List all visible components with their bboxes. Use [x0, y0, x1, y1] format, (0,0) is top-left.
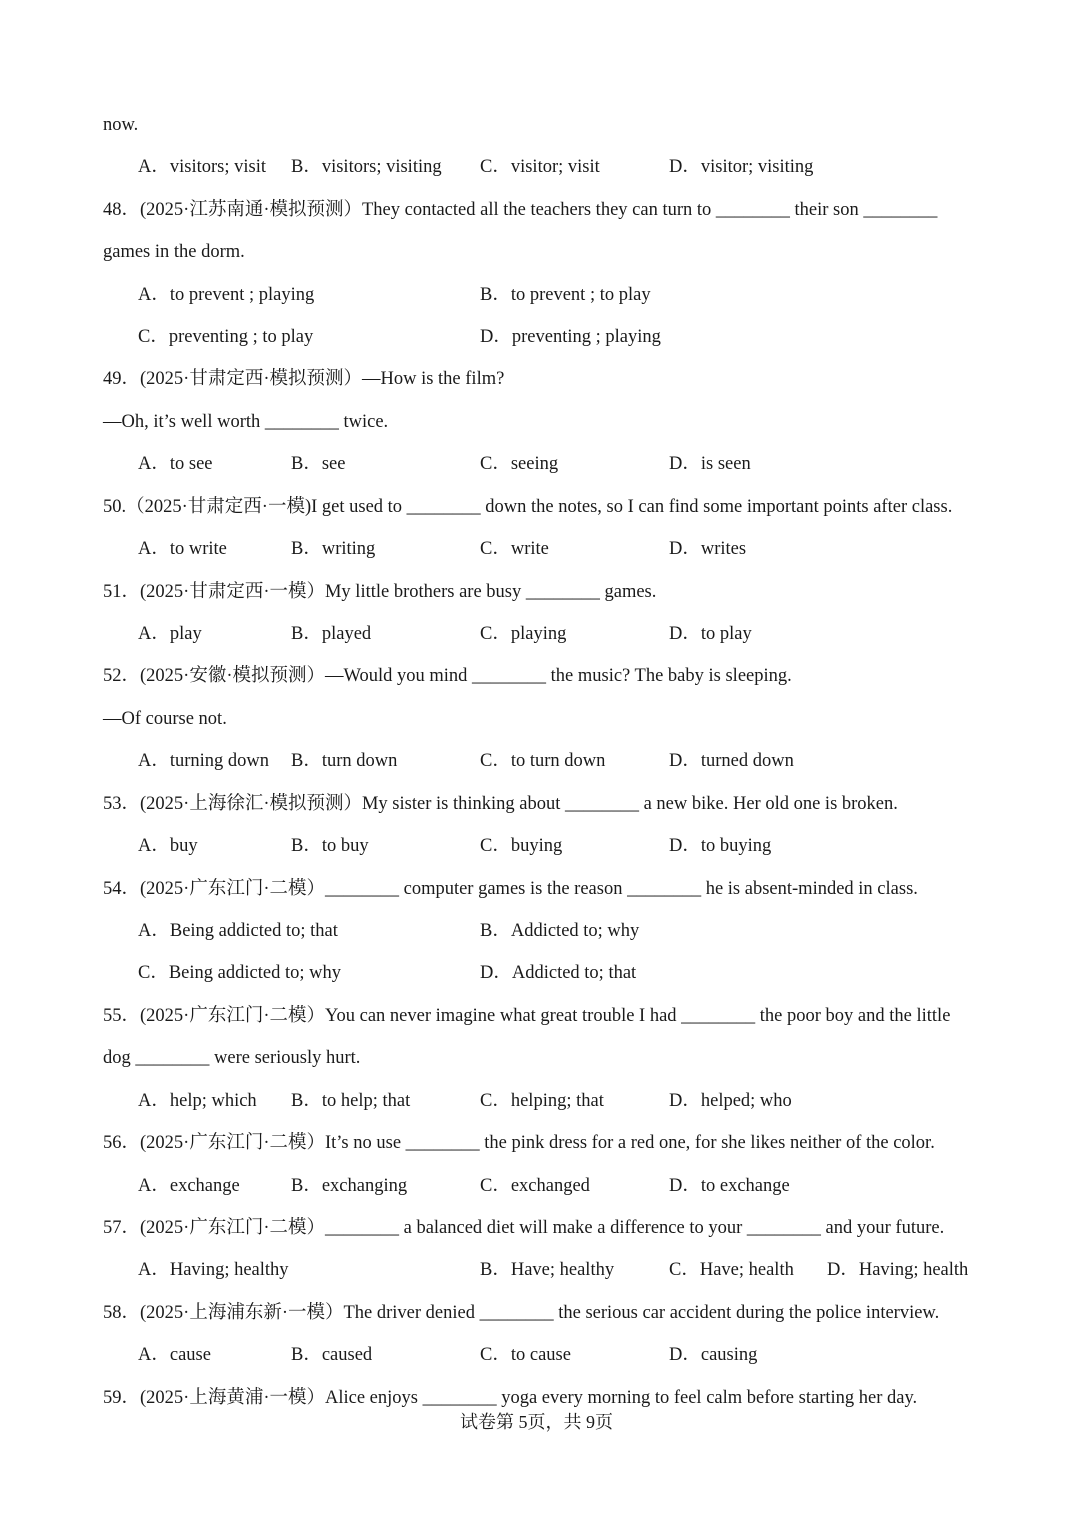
- text-line: [0, 1043, 1080, 1073]
- answer-option: C．Have; health: [669, 1260, 794, 1280]
- question-text: 51．(2025·甘肃定西·一模）My little brothers are busy ________ games.: [103, 582, 657, 602]
- answer-option: C．preventing ; to play: [138, 327, 314, 347]
- question-text: —Of course not.: [103, 709, 227, 729]
- text-line: [0, 280, 1080, 310]
- answer-option: C．write: [480, 539, 549, 559]
- answer-option: A．play: [138, 624, 202, 644]
- text-line: [0, 152, 1080, 182]
- answer-option: D．to play: [669, 624, 752, 644]
- question-text: 56．(2025·广东江门·二模）It’s no use ________ the pink dress for a red one, for she likes neither of the color.: [103, 1133, 935, 1153]
- question-text: now.: [103, 115, 139, 135]
- question-text: dog ________ were seriously hurt.: [103, 1048, 361, 1068]
- text-line: [0, 619, 1080, 649]
- question-text: 49．(2025·甘肃定西·模拟预测）—How is the film?: [103, 369, 505, 389]
- text-line: [0, 1086, 1080, 1116]
- answer-option: A．help; which: [138, 1091, 257, 1111]
- text-line: [0, 1340, 1080, 1370]
- answer-option: A．to see: [138, 454, 213, 474]
- text-line: [0, 789, 1080, 819]
- answer-option: C．buying: [480, 836, 563, 856]
- question-text: 52．(2025·安徽·模拟预测）—Would you mind ________ the music? The baby is sleeping.: [103, 666, 792, 686]
- text-line: [0, 195, 1080, 225]
- answer-option: C．visitor; visit: [480, 157, 600, 177]
- answer-option: D．is seen: [669, 454, 751, 474]
- answer-option: A．exchange: [138, 1176, 240, 1196]
- answer-option: D．causing: [669, 1345, 758, 1365]
- text-line: [0, 661, 1080, 691]
- answer-option: C．Being addicted to; why: [138, 963, 341, 983]
- page-number: 试卷第 5页，共 9页: [460, 1412, 613, 1432]
- answer-option: D．to exchange: [669, 1176, 790, 1196]
- text-line: [0, 1298, 1080, 1328]
- answer-option: A．buy: [138, 836, 198, 856]
- answer-option: D．Addicted to; that: [480, 963, 637, 983]
- question-text: 57．(2025·广东江门·二模）________ a balanced diet will make a difference to your ________ and your future.: [103, 1218, 945, 1238]
- question-text: 50.（2025·甘肃定西·一模)I get used to ________ down the notes, so I can find some important points after class.: [103, 497, 953, 517]
- text-line: [0, 364, 1080, 394]
- text-line: [0, 958, 1080, 988]
- answer-option: A．turning down: [138, 751, 270, 771]
- text-line: [0, 1255, 1080, 1285]
- answer-option: D．Having; health: [827, 1260, 969, 1280]
- question-text: 59．(2025·上海黄浦·一模）Alice enjoys ________ yoga every morning to feel calm before starting her day.: [103, 1388, 918, 1408]
- page-footer: [0, 1407, 1080, 1437]
- text-line: [0, 1213, 1080, 1243]
- answer-option: B．Have; healthy: [480, 1260, 615, 1280]
- answer-option: C．to turn down: [480, 751, 606, 771]
- text-line: [0, 449, 1080, 479]
- text-line: [0, 1001, 1080, 1031]
- text-line: [0, 534, 1080, 564]
- text-line: [0, 916, 1080, 946]
- question-text: 54．(2025·广东江门·二模）________ computer games is the reason ________ he is absent-minded in class.: [103, 879, 918, 899]
- answer-option: B．writing: [291, 539, 376, 559]
- answer-option: C．to cause: [480, 1345, 571, 1365]
- answer-option: A．Having; healthy: [138, 1260, 289, 1280]
- answer-option: B．exchanging: [291, 1176, 408, 1196]
- text-line: [0, 492, 1080, 522]
- text-line: [0, 322, 1080, 352]
- answer-option: A．cause: [138, 1345, 211, 1365]
- answer-option: B．visitors; visiting: [291, 157, 442, 177]
- answer-option: D．turned down: [669, 751, 794, 771]
- question-text: 55．(2025·广东江门·二模）You can never imagine what great trouble I had ________ the poor boy and the little: [103, 1006, 951, 1026]
- answer-option: D．to buying: [669, 836, 772, 856]
- answer-option: C．helping; that: [480, 1091, 604, 1111]
- text-line: [0, 831, 1080, 861]
- text-line: [0, 1171, 1080, 1201]
- question-text: 48．(2025·江苏南通·模拟预测）They contacted all the teachers they can turn to ________ their son ________: [103, 200, 938, 220]
- answer-option: A．Being addicted to; that: [138, 921, 338, 941]
- question-text: games in the dorm.: [103, 242, 245, 262]
- text-line: [0, 704, 1080, 734]
- answer-option: B．caused: [291, 1345, 373, 1365]
- question-text: 58．(2025·上海浦东新·一模）The driver denied ________ the serious car accident during the police interview.: [103, 1303, 940, 1323]
- text-line: [0, 110, 1080, 140]
- answer-option: A．to write: [138, 539, 227, 559]
- answer-option: C．exchanged: [480, 1176, 590, 1196]
- text-line: [0, 237, 1080, 267]
- question-text: —Oh, it’s well worth ________ twice.: [103, 412, 389, 432]
- answer-option: D．visitor; visiting: [669, 157, 814, 177]
- text-line: [0, 746, 1080, 776]
- answer-option: B．played: [291, 624, 372, 644]
- answer-option: B．to buy: [291, 836, 369, 856]
- text-line: [0, 407, 1080, 437]
- answer-option: B．turn down: [291, 751, 398, 771]
- text-line: [0, 577, 1080, 607]
- answer-option: B．see: [291, 454, 346, 474]
- answer-option: C．seeing: [480, 454, 559, 474]
- question-text: 53．(2025·上海徐汇·模拟预测）My sister is thinking about ________ a new bike. Her old one is broken.: [103, 794, 898, 814]
- answer-option: D．writes: [669, 539, 747, 559]
- text-line: [0, 1128, 1080, 1158]
- answer-option: D．preventing ; playing: [480, 327, 661, 347]
- answer-option: C．playing: [480, 624, 567, 644]
- answer-option: B．to help; that: [291, 1091, 411, 1111]
- answer-option: A．visitors; visit: [138, 157, 266, 177]
- text-line: [0, 874, 1080, 904]
- answer-option: A．to prevent ; playing: [138, 285, 315, 305]
- answer-option: D．helped; who: [669, 1091, 792, 1111]
- answer-option: B．to prevent ; to play: [480, 285, 651, 305]
- answer-option: B．Addicted to; why: [480, 921, 640, 941]
